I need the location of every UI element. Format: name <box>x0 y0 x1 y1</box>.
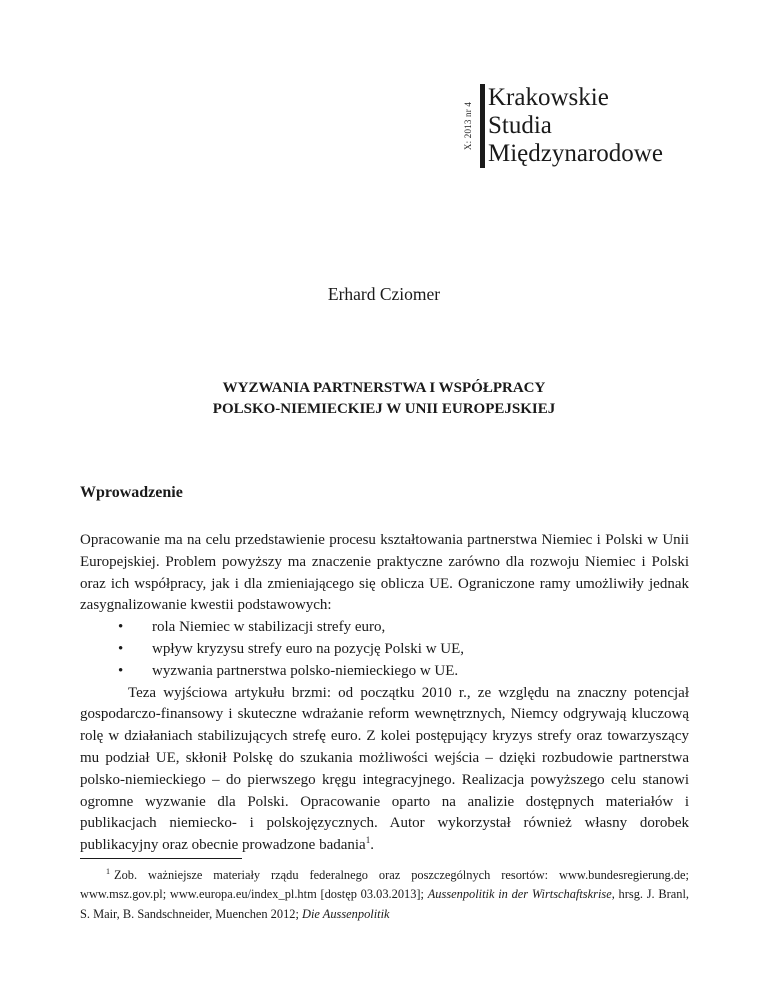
journal-title <box>488 84 663 168</box>
journal-title-line: Międzynarodowe <box>488 140 663 167</box>
footnote: $^1$ Zob. ważniejsze materiały rządu federalnego oraz poszczególnych resortów: www.bundesregierung.de; www.msz.gov.pl; www.europa.eu/index_pl.htm [dostęp 03.03.2013]; Aussenpolitik in der Wirtschaftskrise, hrsg. J. Branl, S. Mair, B. Sandschneider, Muenchen 2012; Die Aussenpolitik <box>80 866 690 921</box>
bullet-icon: • <box>118 640 124 657</box>
footnote-number: 1 <box>106 866 110 876</box>
list-item: • wyzwania partnerstwa polsko-niemieckiego w UE. <box>80 661 689 683</box>
intro-paragraph: Opracowanie ma na celu przedstawienie procesu kształtowania partnerstwa Niemiec i Polski w Unii Europejskiej. Problem powyższy ma znaczenie praktyczne zarówno dla rozwoju Niemiec i Polski oraz ich współpracy, jak i dla zmieniającego się oblicza UE. Ograniczone ramy umożliwiły jednak zasygnalizowanie kwestii podstawowych: <box>80 532 689 614</box>
issue-label <box>458 82 478 170</box>
issue-label-text: X: 2013 nr 4 <box>463 101 473 151</box>
section-heading: Wprowadzenie <box>80 484 183 501</box>
masthead-rule <box>480 84 485 168</box>
thesis-paragraph: Teza wyjściowa artykułu brzmi: od początku 2010 r., ze względu na znaczny potencjał gospodarczo-finansowy i skuteczne wdrażanie reform wewnętrznych, Niemcy odgrywają kluczową rolę w działaniach stabilizujących strefę euro. Z kolei postępujący kryzys strefy oraz towarzyszący mu podział UE, skłonił Polskę do szukania możliwości wejścia – dzięki rozbudowie partnerstwa polsko-niemieckiego – do pierwszego kręgu integracyjnego. Realizacja powyższego celu stanowi ogromne wyzwanie dla Polski. Opracowanie oparto na analizie dostępnych materiałów i publikacjach niemiecko- i polskojęzycznych. Autor wykorzystał również własny dorobek publikacyjny oraz obecnie prowadzone badania$^1$. <box>80 684 689 854</box>
list-item: • wpływ kryzysu strefy euro na pozycję Polski w UE, <box>80 639 689 661</box>
article-title-line: WYZWANIA PARTNERSTWA I WSPÓŁPRACY <box>222 380 546 396</box>
article-title <box>0 378 768 420</box>
bullet-icon: • <box>118 662 124 679</box>
footnote-divider <box>80 858 242 859</box>
bullet-list <box>80 617 689 682</box>
journal-title-line: Krakowskie <box>488 84 609 111</box>
footnote-marker: 1 <box>365 835 371 846</box>
article-title-line: POLSKO-NIEMIECKIEJ W UNII EUROPEJSKIEJ <box>212 401 556 417</box>
article-body <box>80 530 689 857</box>
journal-title-line: Studia <box>488 112 552 139</box>
author-name: Erhard Cziomer <box>327 284 441 304</box>
bullet-icon: • <box>118 619 124 636</box>
list-item: • rola Niemiec w stabilizacji strefy euro, <box>80 617 689 639</box>
